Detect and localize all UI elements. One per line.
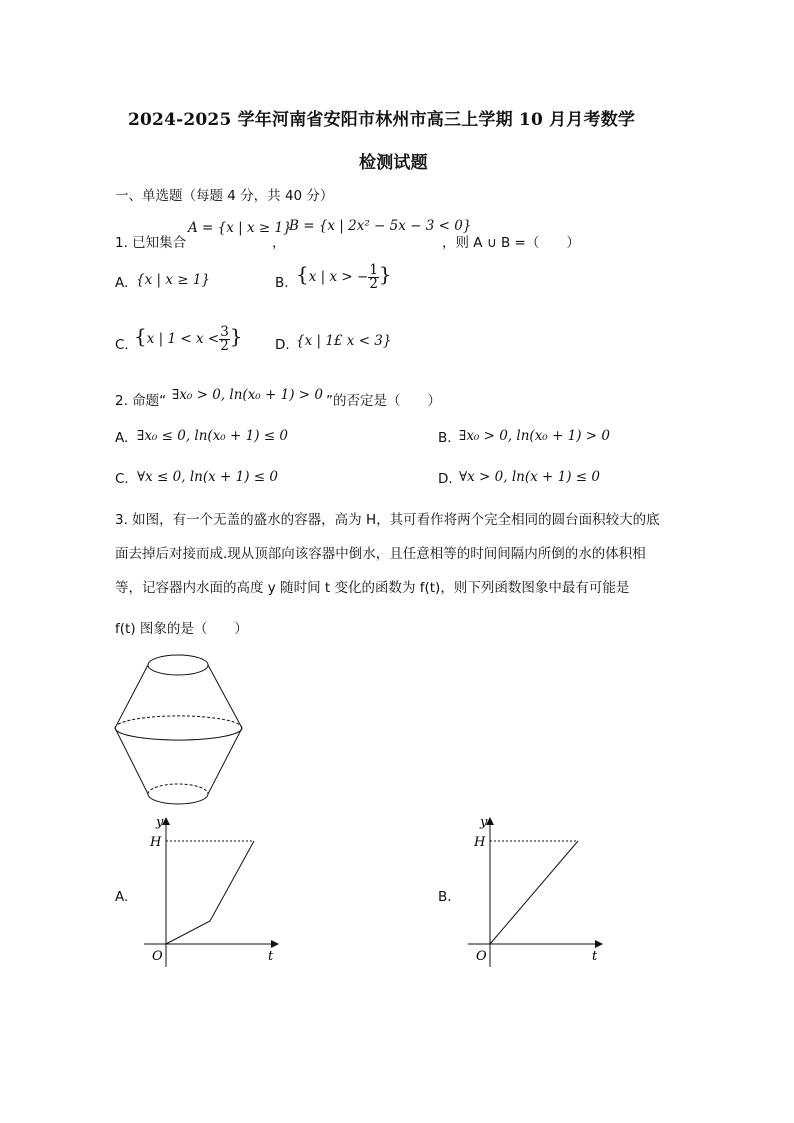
option-label: A. xyxy=(115,275,129,291)
axis-h-label: H xyxy=(150,835,162,850)
option-c-lead: x | 1 < x < xyxy=(146,331,220,347)
page-title-line2: 检测试题 xyxy=(359,153,428,173)
container-figure xyxy=(105,648,255,808)
axis-t-label: t xyxy=(268,949,274,964)
option-label: B. xyxy=(438,889,452,905)
option-label: B. xyxy=(275,275,289,291)
question-1-set-b: B = {x | 2x² − 5x − 3 < 0} xyxy=(289,218,472,234)
question-1-option-b xyxy=(296,262,392,292)
page-title: 2024-2025 学年河南省安阳市林州市高三上学期 10 月月考数学 xyxy=(128,110,636,130)
brace-right-icon: } xyxy=(378,262,392,286)
axis-t-label: t xyxy=(592,949,598,964)
question-1-option-a: {x | x ≥ 1} xyxy=(136,272,211,288)
graph-a xyxy=(138,812,288,972)
question-1-prefix: 1. 已知集合 xyxy=(115,235,187,251)
question-3-line-4: f(t) 图象的是（ ） xyxy=(115,621,248,637)
question-3-line-2: 面去掉后对接而成.现从顶部向该容器中倒水，且任意相等的时间间隔内所倒的水的体积相 xyxy=(115,546,646,562)
option-label: B. xyxy=(438,430,452,446)
question-2-option-c: ∀x ≤ 0, ln(x + 1) ≤ 0 xyxy=(137,469,278,485)
container-edge xyxy=(208,665,242,728)
question-3-line-1: 3. 如图，有一个无盖的盛水的容器，高为 H，其可看作将两个完全相同的圆台面积较大的底 xyxy=(115,512,660,528)
axis-h-label: H xyxy=(474,835,486,850)
axis-y-label: y xyxy=(480,815,488,830)
option-label: A. xyxy=(115,430,129,446)
question-2-option-d: ∀x > 0, ln(x + 1) ≤ 0 xyxy=(459,469,600,485)
option-label: C. xyxy=(115,337,129,353)
option-c-denominator: 2 xyxy=(220,338,229,354)
question-2-suffix: ”的否定是（ ） xyxy=(326,393,441,409)
container-bottom-front xyxy=(148,794,208,804)
graph-b xyxy=(462,812,612,972)
axis-o-label: O xyxy=(476,949,487,964)
container-edge xyxy=(115,665,148,728)
option-label: D. xyxy=(275,337,290,353)
graph-a-curve xyxy=(166,841,254,944)
option-b-denominator: 2 xyxy=(369,276,378,292)
brace-left-icon: { xyxy=(134,324,147,348)
container-middle-front xyxy=(115,728,242,740)
axis-y-label: y xyxy=(156,815,164,830)
container-top-rim xyxy=(148,655,208,675)
question-1-option-d: {x | 1£ x < 3} xyxy=(296,333,392,349)
graph-b-curve xyxy=(490,841,578,944)
question-1-comma: ， xyxy=(272,235,286,251)
section-heading: 一、单选题（每题 4 分，共 40 分） xyxy=(115,188,334,204)
question-1-option-c xyxy=(134,324,243,354)
question-2-prefix: 2. 命题“ xyxy=(115,393,167,409)
container-middle-back xyxy=(115,716,242,728)
brace-left-icon: { xyxy=(296,262,309,286)
axis-o-label: O xyxy=(152,949,163,964)
option-b-lead: x | x > − xyxy=(308,269,369,285)
question-2-statement: ∃x₀ > 0, ln(x₀ + 1) > 0 xyxy=(172,387,323,403)
question-3-line-3: 等，记容器内水面的高度 y 随时间 t 变化的函数为 f(t)，则下列函数图象中最有可能是 xyxy=(115,580,630,596)
question-2-option-a: ∃x₀ ≤ 0, ln(x₀ + 1) ≤ 0 xyxy=(137,428,288,444)
option-label: C. xyxy=(115,471,129,487)
brace-right-icon: } xyxy=(229,324,243,348)
question-1-suffix: ，则 A ∪ B =（ ） xyxy=(442,235,580,251)
container-bottom-back xyxy=(148,784,208,794)
option-label: A. xyxy=(115,889,129,905)
option-c-numerator: 3 xyxy=(220,323,229,340)
option-label: D. xyxy=(438,471,453,487)
option-b-numerator: 1 xyxy=(369,261,378,278)
question-2-option-b: ∃x₀ > 0, ln(x₀ + 1) > 0 xyxy=(459,428,610,444)
question-1-set-a: A = {x | x ≥ 1} xyxy=(188,220,292,236)
